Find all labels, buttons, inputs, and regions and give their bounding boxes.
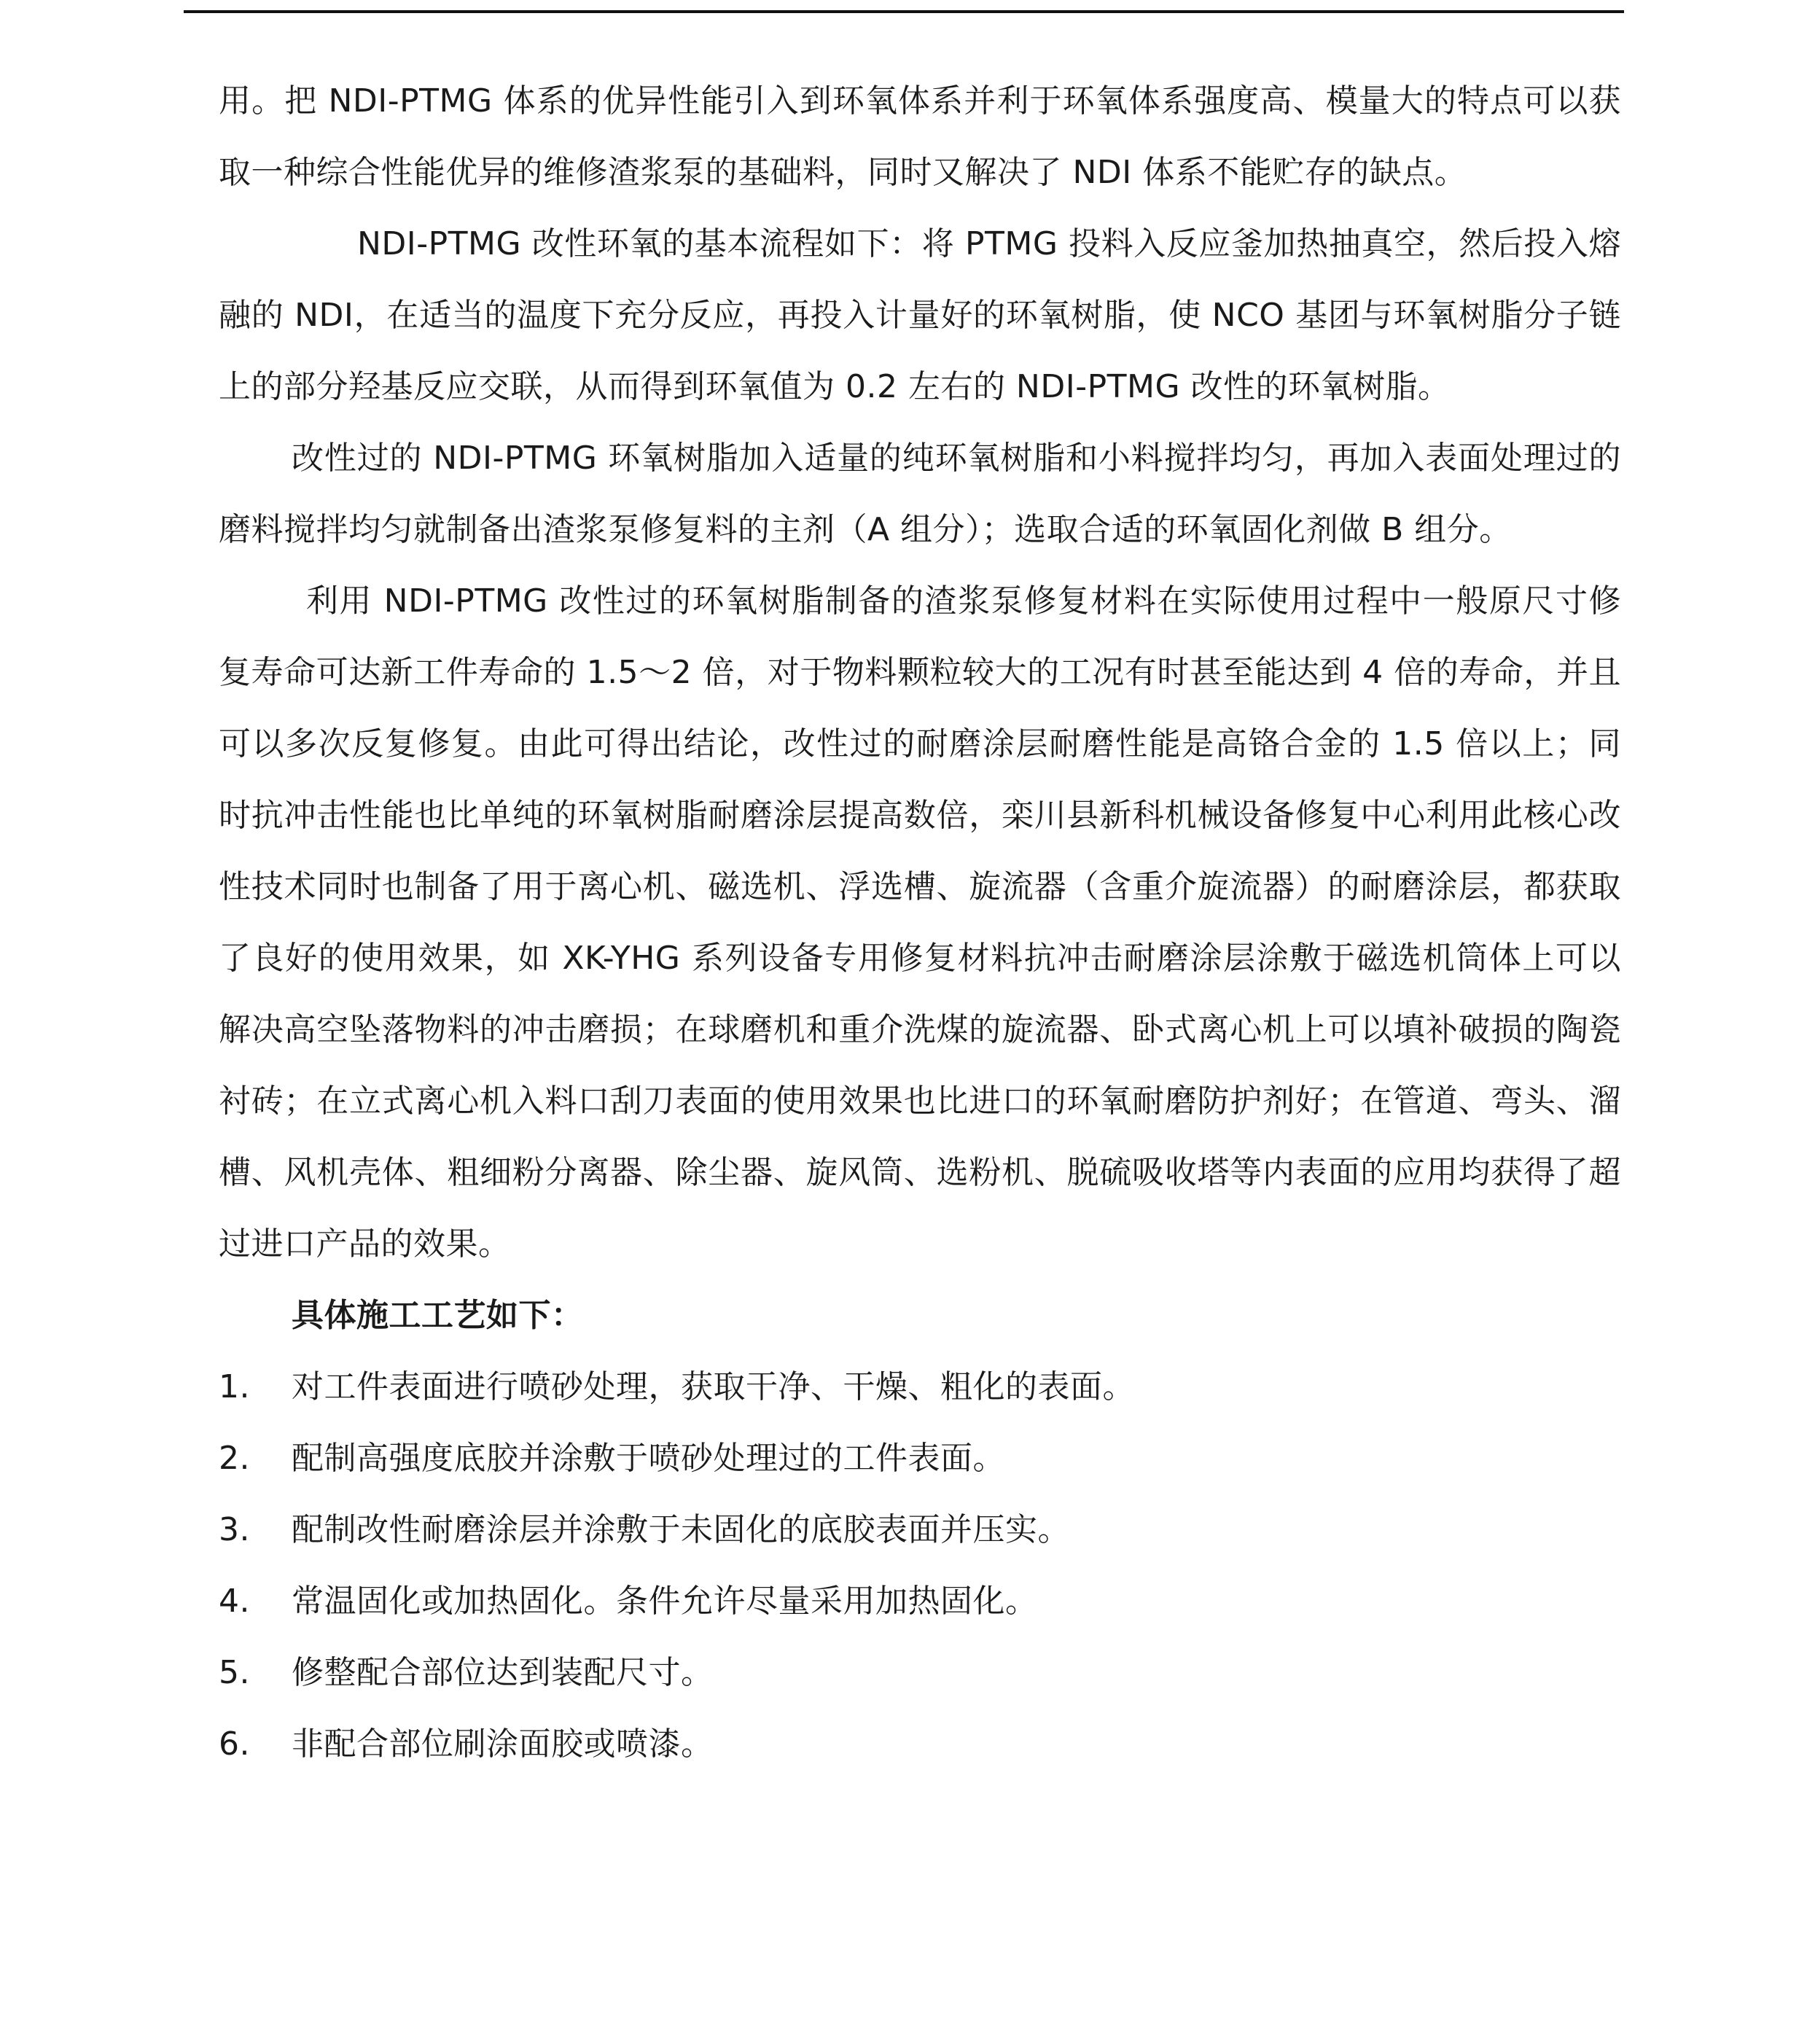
paragraph-application-results: 利用 NDI-PTMG 改性过的环氧树脂制备的渣浆泵修复材料在实际使用过程中一般原尺寸修复寿命可达新工件寿命的 1.5～2 倍，对于物料颗粒较大的工况有时甚至能达到 4 倍的寿命，并且可以多次反复修复。由此可得出结论，改性过的耐磨涂层耐磨性能是高铬合金的 1.5 倍以上；同时抗冲击性能也比单纯的环氧树脂耐磨涂层提高数倍，栾川县新科机械设备修复中心利用此核心改性技术同时也制备了用于离心机、磁选机、浮选槽、旋流器（含重介旋流器）的耐磨涂层，都获取了良好的使用效果，如 XK-YHG 系列设备专用修复材料抗冲击耐磨涂层涂敷于磁选机筒体上可以解决高空坠落物料的冲击磨损；在球磨机和重介洗煤的旋流器、卧式离心机上可以填补破损的陶瓷衬砖；在立式离心机入料口刮刀表面的使用效果也比进口的环氧耐磨防护剂好；在管道、弯头、溜槽、风机壳体、粗细粉分离器、除尘器、旋风筒、选粉机、脱硫吸收塔等内表面的应用均获得了超过进口产品的效果。 <box>219 582 1621 1263</box>
step-number: 5. <box>219 1654 250 1691</box>
paragraph-continuation: 用。把 NDI-PTMG 体系的优异性能引入到环氧体系并利于环氧体系强度高、模量大的特点可以获取一种综合性能优异的维修渣浆泵的基础料，同时又解决了 NDI 体系不能贮存的缺点。 <box>219 82 1621 191</box>
step-number: 3. <box>219 1511 250 1548</box>
header-rule <box>184 10 1624 13</box>
procedure-list <box>219 1351 1621 1780</box>
procedure-step <box>219 1709 1621 1780</box>
procedure-step <box>219 1637 1621 1709</box>
step-number: 2. <box>219 1440 250 1477</box>
step-number: 1. <box>219 1368 250 1405</box>
paragraph-formulation: 改性过的 NDI-PTMG 环氧树脂加入适量的纯环氧树脂和小料搅拌均匀，再加入表面处理过的磨料搅拌均匀就制备出渣浆泵修复料的主剂（A 组分）；选取合适的环氧固化剂做 B 组分。 <box>219 440 1621 548</box>
procedure-step <box>219 1566 1621 1637</box>
paragraph-process-flow: NDI-PTMG 改性环氧的基本流程如下：将 PTMG 投料入反应釜加热抽真空，然后投入熔融的 NDI，在适当的温度下充分反应，再投入计量好的环氧树脂，使 NCO 基团与环氧树脂分子链上的部分羟基反应交联，从而得到环氧值为 0.2 左右的 NDI-PTMG 改性的环氧树脂。 <box>219 225 1621 405</box>
procedure-step <box>219 1494 1621 1566</box>
step-number: 4. <box>219 1583 250 1620</box>
step-text: 修整配合部位达到装配尺寸。 <box>292 1654 714 1691</box>
step-number: 6. <box>219 1725 250 1763</box>
procedure-heading: 具体施工工艺如下： <box>292 1297 584 1334</box>
step-text: 配制高强度底胶并涂敷于喷砂处理过的工件表面。 <box>292 1440 1005 1477</box>
step-text: 非配合部位刷涂面胶或喷漆。 <box>292 1725 714 1763</box>
step-text: 对工件表面进行喷砂处理，获取干净、干燥、粗化的表面。 <box>292 1368 1135 1405</box>
step-text: 常温固化或加热固化。条件允许尽量采用加热固化。 <box>292 1583 1038 1620</box>
document-body <box>219 66 1621 1780</box>
step-text: 配制改性耐磨涂层并涂敷于未固化的底胶表面并压实。 <box>292 1511 1070 1548</box>
procedure-step <box>219 1351 1621 1423</box>
procedure-step <box>219 1423 1621 1494</box>
